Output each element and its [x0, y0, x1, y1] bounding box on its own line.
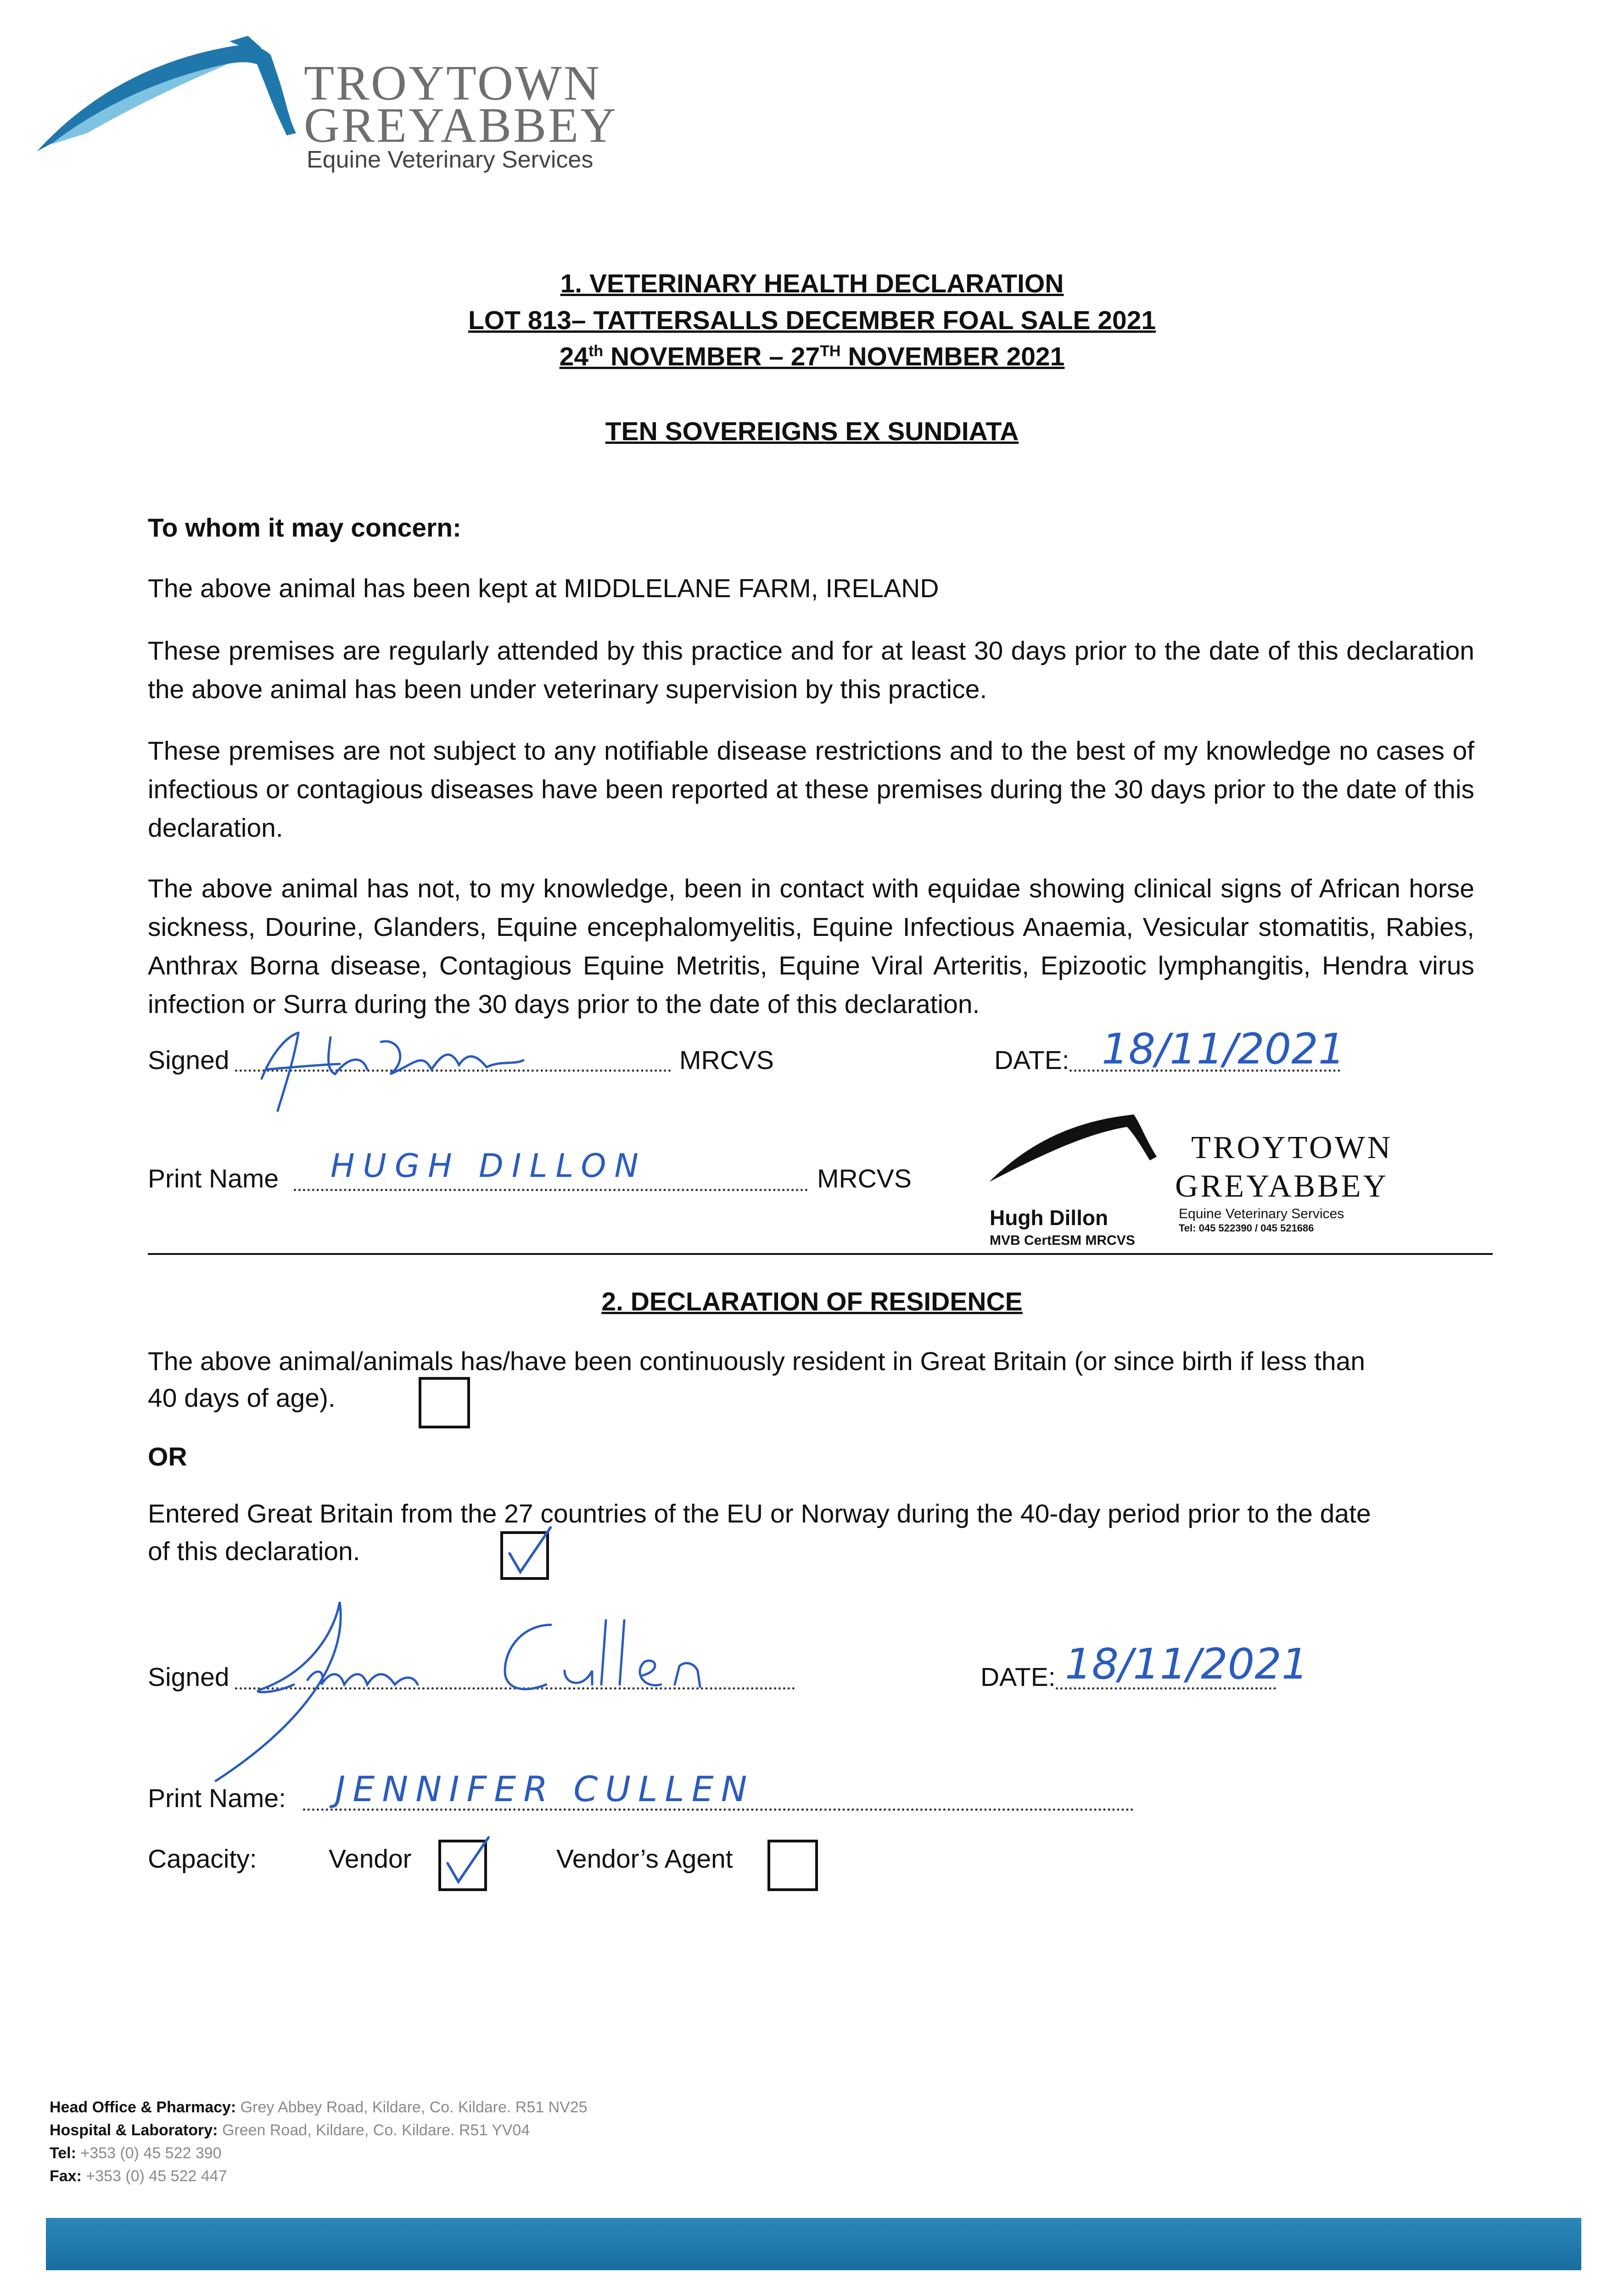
vendor-checkbox[interactable]: [438, 1840, 487, 1891]
date-range-title: 24th NOVEMBER – 27TH NOVEMBER 2021: [559, 342, 1065, 371]
stamp-vet-qualifications: MVB CertESM MRCVS: [990, 1233, 1135, 1248]
vet-date-value: 18/11/2021: [1102, 1024, 1345, 1074]
vet-date-label: DATE:: [994, 1046, 1070, 1075]
residence-title: 2. DECLARATION OF RESIDENCE: [601, 1287, 1023, 1316]
capacity-label: Capacity:: [148, 1844, 257, 1874]
stamp-subtitle: Equine Veterinary Services: [1179, 1206, 1344, 1221]
option2-checkbox[interactable]: [500, 1531, 549, 1580]
vet-signed-label: Signed: [148, 1046, 230, 1075]
brand-subtitle: Equine Veterinary Services: [307, 146, 594, 173]
checkmark-icon: [441, 1842, 484, 1888]
brand-name-line1: TROYTOWN: [304, 56, 601, 111]
supervision-paragraph: These premises are regularly attended by this practice and for at least 30 days prior to the date of this declaration the above animal has been under veterinary supervision by this practice.: [148, 636, 1474, 704]
lot-title: LOT 813– TATTERSALLS DECEMBER FOAL SALE 2021: [468, 306, 1156, 335]
or-label: OR: [148, 1442, 187, 1472]
restrictions-paragraph: These premises are not subject to any notifiable disease restrictions and to the best of my knowledge no cases of infectious or contagious diseases have been reported at these premises during the 30 days prior to the date of this declaration.: [148, 736, 1474, 843]
stamp-brand-line1: TROYTOWN: [1191, 1130, 1393, 1165]
option1-text-line2: 40 days of age).: [148, 1383, 336, 1413]
company-logo-horse-icon: [32, 28, 308, 165]
footer-fax: Fax: +353 (0) 45 522 447: [50, 2167, 227, 2185]
vendor-label: Vendor: [329, 1844, 412, 1874]
footer-color-bar: [46, 2218, 1581, 2270]
declaration-title: 1. VETERINARY HEALTH DECLARATION: [560, 269, 1064, 298]
option2-text-line2: of this declaration.: [148, 1537, 360, 1566]
vet-print-name-value: HUGH DILLON: [330, 1147, 647, 1185]
salutation: To whom it may concern:: [148, 513, 462, 543]
vet-mrcvs-label: MRCVS: [679, 1046, 774, 1075]
stamp-vet-name: Hugh Dillon: [990, 1206, 1109, 1230]
kept-at-paragraph: The above animal has been kept at MIDDLELANE FARM, IRELAND: [148, 574, 939, 603]
horse-name-title: TEN SOVEREIGNS EX SUNDIATA: [605, 417, 1019, 446]
option1-checkbox[interactable]: [419, 1377, 470, 1428]
vendor-signed-label: Signed: [148, 1662, 230, 1692]
brand-name-line2: GREYABBEY: [304, 98, 618, 153]
practice-stamp-horse-icon: [987, 1106, 1170, 1189]
vendor-date-value: 18/11/2021: [1065, 1640, 1309, 1689]
option1-text-line1: The above animal/animals has/have been continuously resident in Great Britain (or since birth if less than: [148, 1347, 1365, 1376]
vendor-signature: [202, 1593, 771, 1786]
footer-hospital: Hospital & Laboratory: Green Road, Kildare, Co. Kildare. R51 YV04: [50, 2121, 530, 2139]
vendors-agent-label: Vendor’s Agent: [556, 1844, 733, 1874]
vendor-print-name-value: JENNIFER CULLEN: [335, 1769, 755, 1809]
vet-print-name-label: Print Name: [148, 1164, 279, 1193]
stamp-telephone: Tel: 045 522390 / 045 521686: [1179, 1222, 1314, 1234]
vendor-date-label: DATE:: [980, 1662, 1056, 1692]
footer-telephone: Tel: +353 (0) 45 522 390: [50, 2144, 222, 2162]
vet-print-mrcvs-label: MRCVS: [817, 1164, 912, 1193]
footer-head-office: Head Office & Pharmacy: Grey Abbey Road, Kildare, Co. Kildare. R51 NV25: [50, 2099, 588, 2116]
vet-signature: [230, 1010, 560, 1115]
stamp-brand-line2: GREYABBEY: [1175, 1169, 1389, 1204]
option2-text-line1: Entered Great Britain from the 27 countries of the EU or Norway during the 40-day period prior to the date: [148, 1499, 1371, 1528]
checkmark-icon: [503, 1534, 546, 1577]
vendor-print-name-label: Print Name:: [148, 1784, 286, 1813]
vet-print-name-line: [294, 1189, 808, 1191]
section-divider: [148, 1253, 1493, 1255]
vendors-agent-checkbox[interactable]: [767, 1840, 818, 1891]
disease-contact-paragraph: The above animal has not, to my knowledge, been in contact with equidae showing clinical signs of African horse sickness, Dourine, Glanders, Equine encephalomyelitis, Equine Infectious Anaemia, Vesicular stomatitis, Rabies, Anthrax Borna disease, Contagious Equine Metritis, Equine Viral Arteritis, Epizootic lymphangitis, Hendra virus infection or Surra during the 30 days prior to the date of this declaration.: [148, 874, 1474, 1019]
